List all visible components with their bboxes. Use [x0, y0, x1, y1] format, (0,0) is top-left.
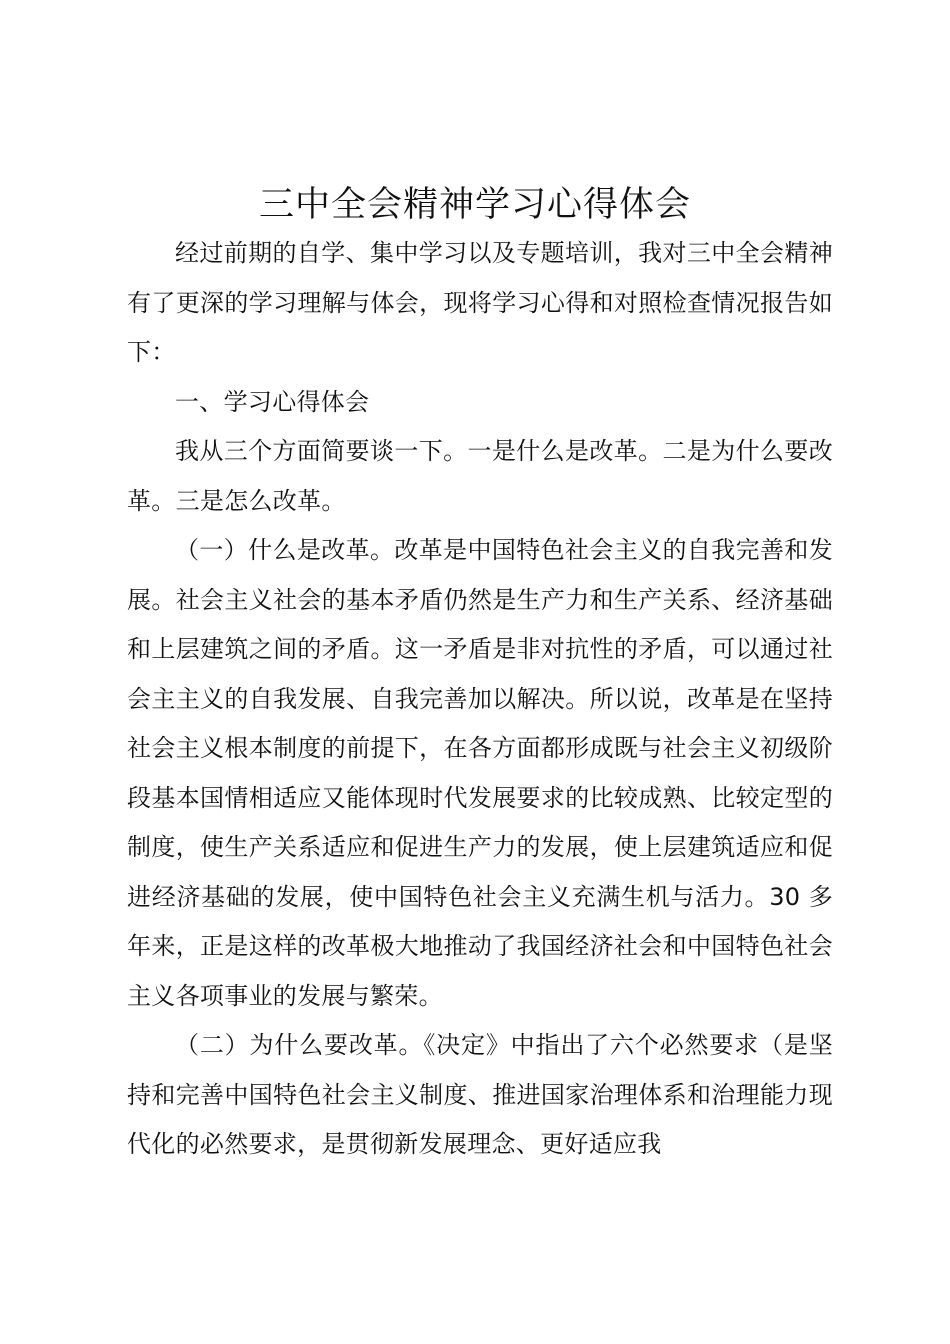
document-body	[127, 229, 833, 1170]
document-title: 三中全会精神学习心得体会	[258, 185, 691, 225]
why-reform-paragraph: （二）为什么要改革。《决定》中指出了六个必然要求（是坚持和完善中国特色社会主义制度、推进国家治理体系和治理能力现代化的必然要求，是贯彻新发展理念、更好适应我	[127, 1031, 833, 1158]
overview-paragraph: 我从三个方面简要谈一下。一是什么是改革。二是为什么要改革。三是怎么改革。	[127, 437, 833, 515]
what-is-reform-paragraph: （一）什么是改革。改革是中国特色社会主义的自我完善和发展。社会主义社会的基本矛盾仍然是生产力和生产关系、经济基础和上层建筑之间的矛盾。这一矛盾是非对抗性的矛盾，可以通过社会主主义的自我发展、自我完善加以解决。所以说，改革是在坚持社会主义根本制度的前提下，在各方面都形成既与社会主义初级阶段基本国情相适应又能体现时代发展要求的比较成熟、比较定型的制度，使生产关系适应和促进生产力的发展，使上层建筑适应和促进经济基础的发展，使中国特色社会主义充满生机与活力。30 多年来，正是这样的改革极大地推动了我国经济社会和中国特色社会主义各项事业的发展与繁荣。	[127, 536, 833, 1010]
section-heading: 一、学习心得体会	[175, 387, 370, 416]
intro-paragraph: 经过前期的自学、集中学习以及专题培训，我对三中全会精神有了更深的学习理解与体会，现将学习心得和对照检查情况报告如下：	[127, 239, 833, 366]
